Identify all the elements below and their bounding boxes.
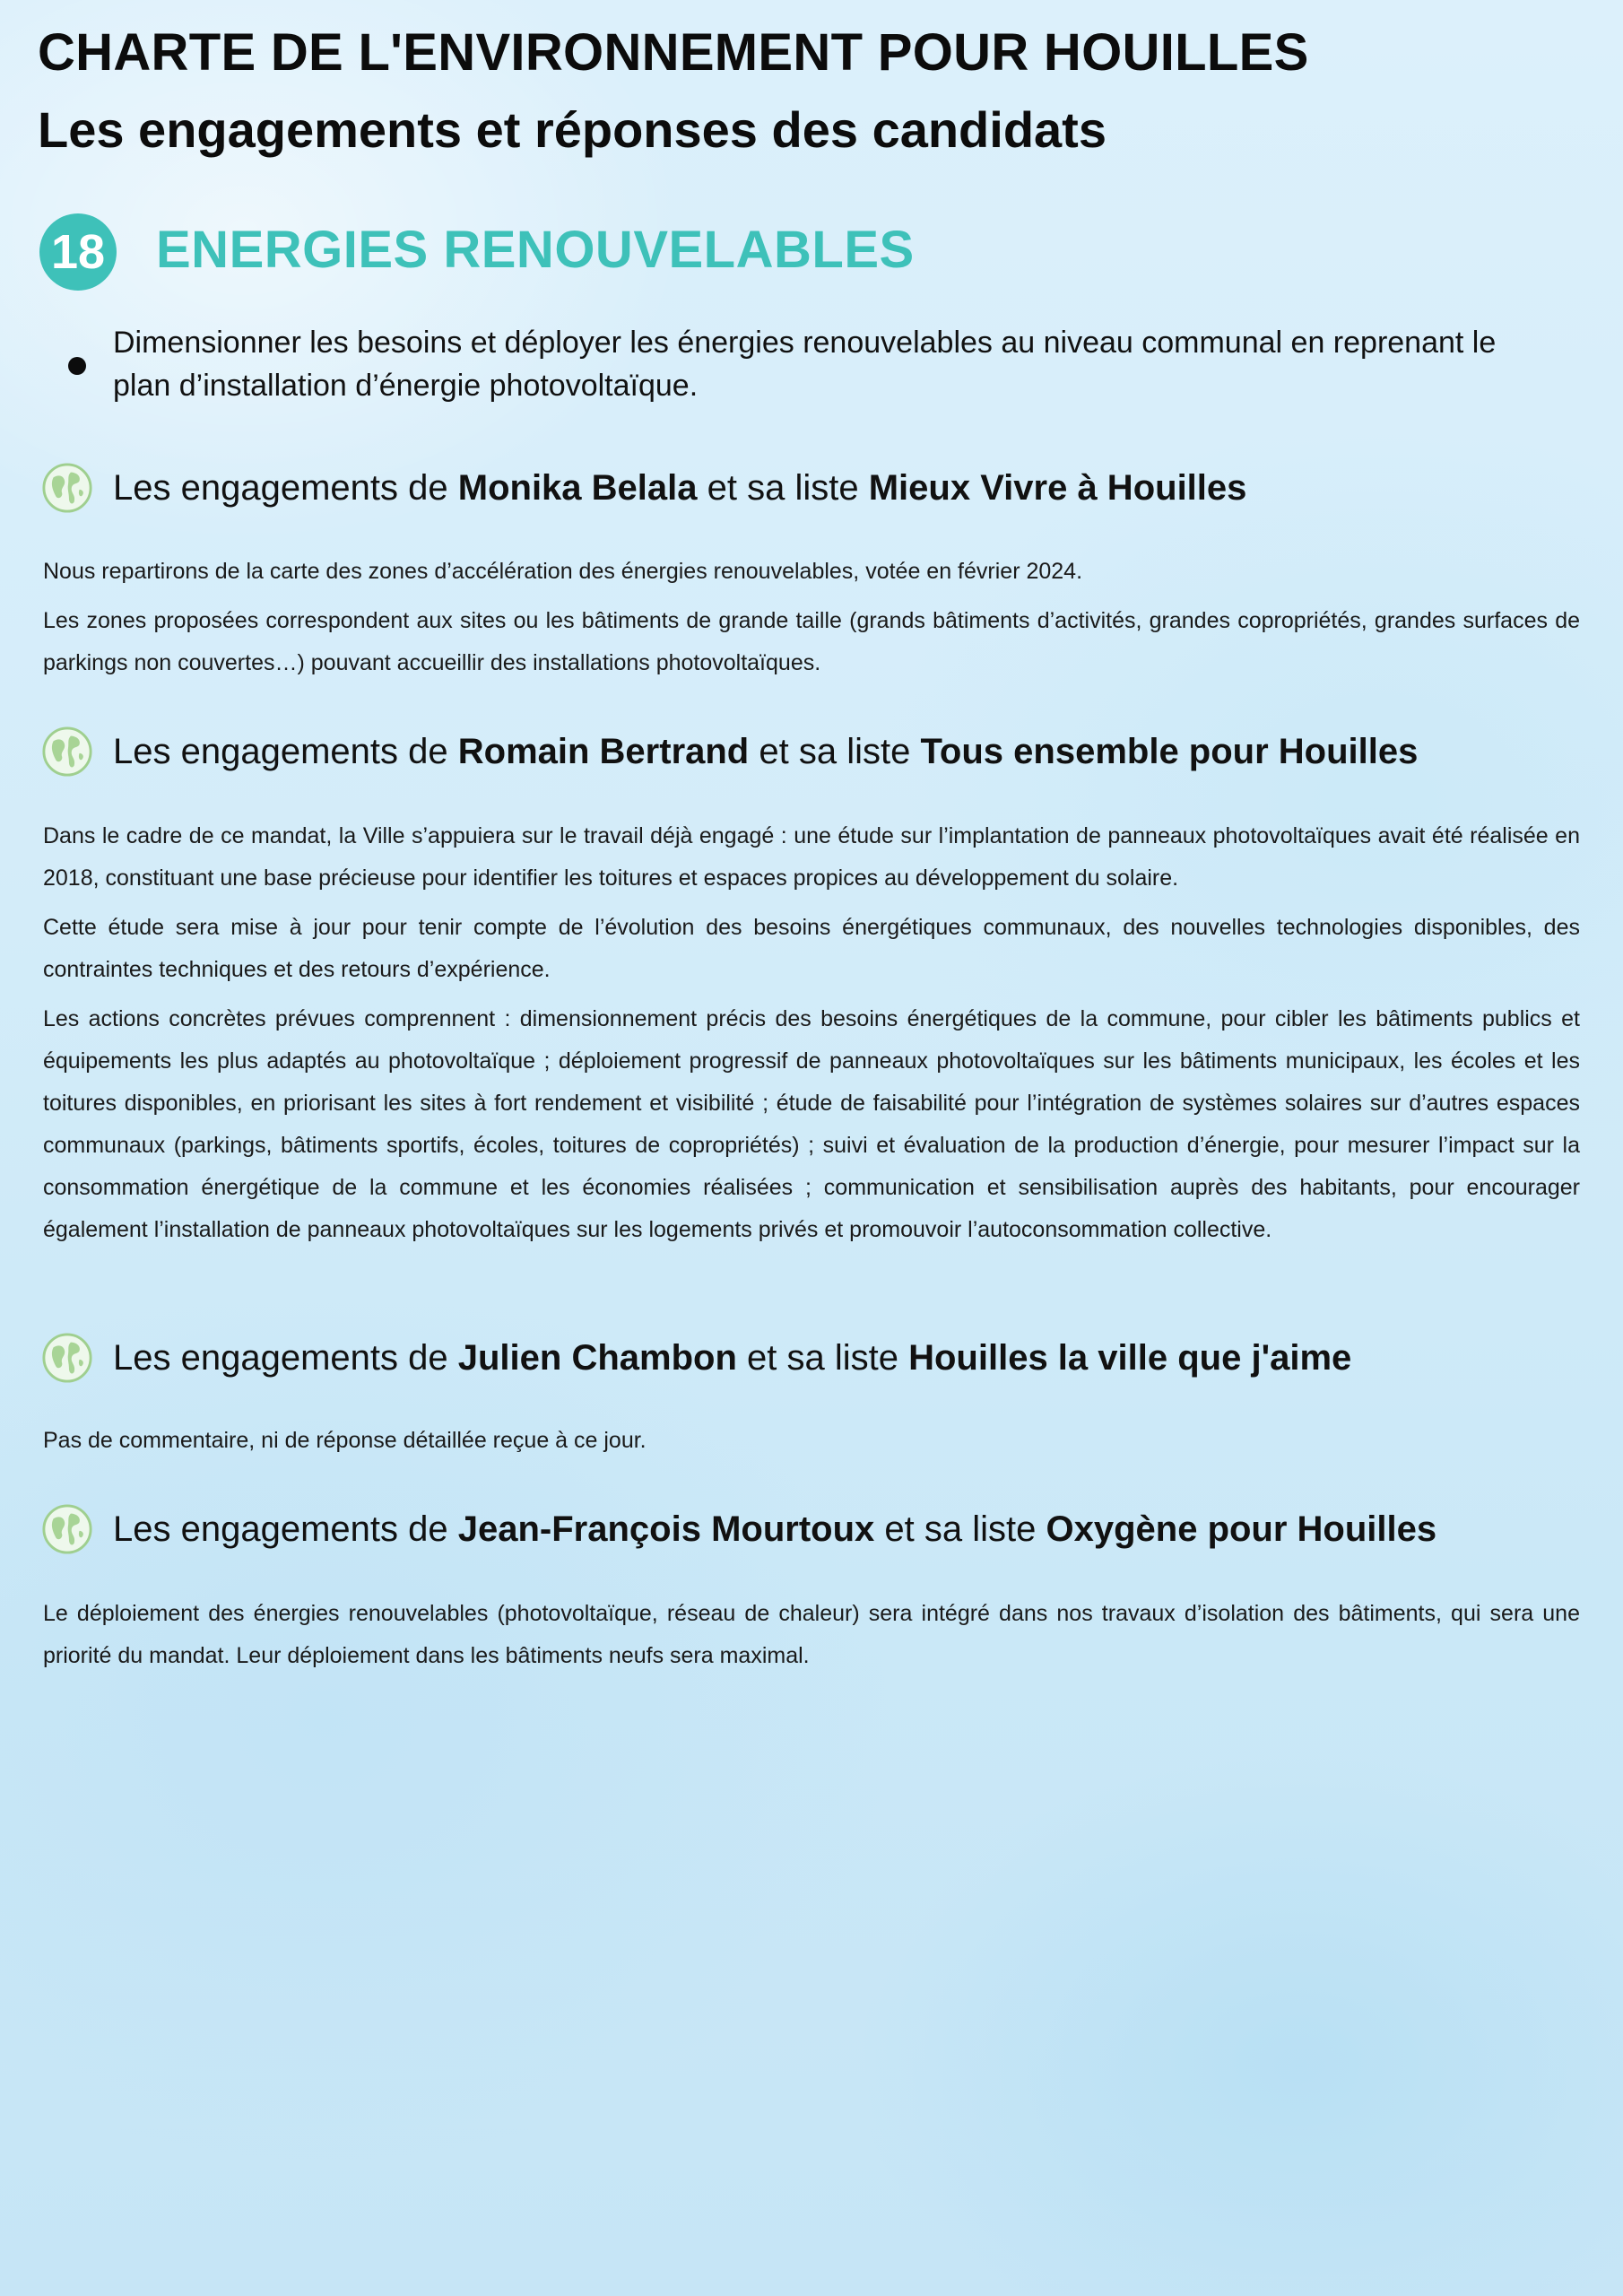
heading-middle: et sa liste bbox=[884, 1509, 1037, 1549]
candidate-paragraph: Cette étude sera mise à jour pour tenir compte de l’évolution des besoins énergétiques communaux, des nouvelles technologies disponibles, des contraintes techniques et des retours d’expérience. bbox=[43, 915, 1580, 982]
list-name: Mieux Vivre à Houilles bbox=[868, 468, 1247, 508]
candidate-paragraph: Dans le cadre de ce mandat, la Ville s’appuiera sur le travail déjà engagé : une étude sur l’implantation de panneaux photovoltaïques avait été réalisée en 2018, constituant une base précieuse pour identifier les toitures et espaces propices au développement du solaire. bbox=[43, 823, 1580, 891]
candidate-paragraph: Nous repartirons de la carte des zones d’accélération des énergies renouvelables, votée en février 2024. bbox=[43, 559, 1083, 584]
globe-icon bbox=[41, 1503, 93, 1555]
globe-icon bbox=[41, 462, 93, 514]
list-name: Houilles la ville que j'aime bbox=[908, 1338, 1352, 1378]
section-title: ENERGIES RENOUVELABLES bbox=[156, 221, 915, 279]
candidate-paragraph: Le déploiement des énergies renouvelables (photovoltaïque, réseau de chaleur) sera intégré dans nos travaux d’isolation des bâtiments, qui sera une priorité du mandat. Leur déploiement dans les bâtiments neufs sera maximal. bbox=[43, 1601, 1580, 1668]
heading-prefix: Les engagements de bbox=[113, 468, 448, 508]
page-title: CHARTE DE L'ENVIRONNEMENT POUR HOUILLES bbox=[38, 23, 1309, 82]
candidate-paragraph: Les zones proposées correspondent aux sites ou les bâtiments de grande taille (grands bâtiments d’activités, grandes copropriétés, grandes surfaces de parkings non couvertes…) pouvant accueillir des installations photovoltaïques. bbox=[43, 608, 1580, 675]
candidate-heading-chambon bbox=[41, 1332, 1351, 1384]
list-name: Tous ensemble pour Houilles bbox=[920, 732, 1419, 771]
candidate-heading-mourtoux bbox=[41, 1503, 1436, 1555]
section-number-badge: 18 bbox=[39, 213, 117, 291]
section-bullet-text: Dimensionner les besoins et déployer les énergies renouvelables au niveau communal en reprenant le plan d’installation d’énergie photovoltaïque. bbox=[113, 326, 1497, 403]
candidate-name: Julien Chambon bbox=[457, 1338, 737, 1378]
heading-middle: et sa liste bbox=[707, 468, 859, 508]
candidate-heading-bertrand bbox=[41, 726, 1418, 778]
candidate-name: Romain Bertrand bbox=[457, 732, 750, 771]
heading-middle: et sa liste bbox=[759, 732, 911, 771]
candidate-name: Jean-François Mourtoux bbox=[457, 1509, 875, 1549]
heading-middle: et sa liste bbox=[747, 1338, 898, 1378]
candidate-name: Monika Belala bbox=[457, 468, 698, 508]
candidate-paragraph: Pas de commentaire, ni de réponse détaillée reçue à ce jour. bbox=[43, 1428, 647, 1453]
list-name: Oxygène pour Houilles bbox=[1046, 1509, 1437, 1549]
globe-icon bbox=[41, 726, 93, 778]
candidate-paragraph: Les actions concrètes prévues comprennent : dimensionnement précis des besoins énergétiques de la commune, pour cibler les bâtiments publics et équipements les plus adaptés au photovoltaïque ; déploiement progressif de panneaux photovoltaïques sur les bâtiments municipaux, les écoles et les toitures disponibles, en priorisant les sites à fort rendement et visibilité ; étude de faisabilité pour l’intégration de systèmes solaires sur d’autres espaces communaux (parkings, bâtiments sportifs, écoles, toitures de copropriétés) ; suivi et évaluation de la production d’énergie, pour mesurer l’impact sur la consommation énergétique de la commune et les économies réalisées ; communication et sensibilisation auprès des habitants, pour encourager également l’installation de panneaux photovoltaïques sur les logements privés et promouvoir l’autoconsommation collective. bbox=[43, 1006, 1580, 1242]
heading-prefix: Les engagements de bbox=[113, 1338, 448, 1378]
globe-icon bbox=[41, 1332, 93, 1384]
candidate-heading-belala bbox=[41, 462, 1246, 514]
page-subtitle: Les engagements et réponses des candidats bbox=[38, 101, 1107, 158]
bullet-dot bbox=[68, 357, 86, 375]
heading-prefix: Les engagements de bbox=[113, 732, 448, 771]
heading-prefix: Les engagements de bbox=[113, 1509, 448, 1549]
